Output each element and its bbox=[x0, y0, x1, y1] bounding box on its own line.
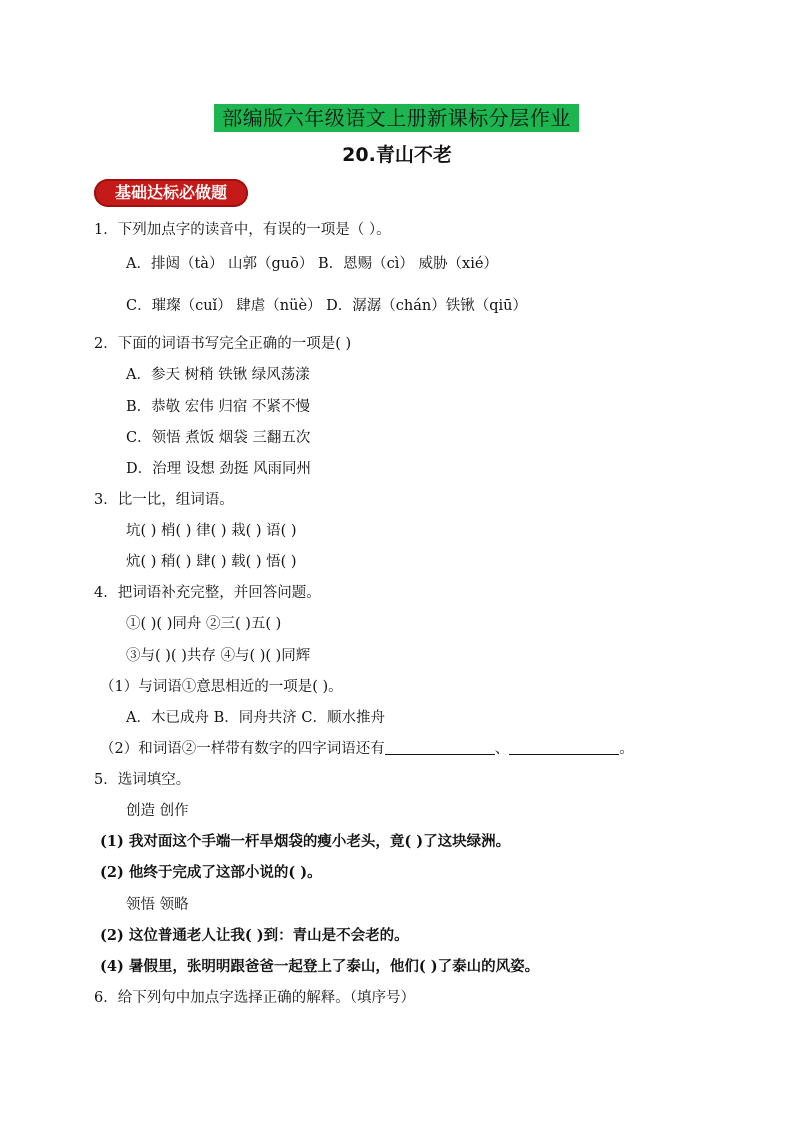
q1-options-cd: C．璀璨（cuǐ） 肆虐（nüè） D．潺潺（chán）铁锹（qiū） bbox=[126, 298, 527, 314]
q2-option-d: D．治理 设想 劲挺 风雨同州 bbox=[126, 461, 311, 477]
question-3: 3．比一比，组词语。 bbox=[94, 492, 234, 508]
q4-row-2: ③与( )( )共存 ④与( )( )同辉 bbox=[126, 648, 311, 664]
q4-row-1: ①( )( )同舟 ②三( )五( ) bbox=[126, 616, 282, 632]
q4-sub-2-end: 。 bbox=[619, 741, 634, 757]
answer-blank-2[interactable] bbox=[509, 754, 619, 755]
question-6: 6．给下列句中加点字选择正确的解释。（填序号） bbox=[94, 990, 415, 1006]
q2-option-c: C．领悟 煮饭 烟袋 三翻五次 bbox=[126, 430, 311, 446]
question-5: 5．选词填空。 bbox=[94, 772, 191, 788]
q2-option-b: B．恭敬 宏伟 归宿 不紧不慢 bbox=[126, 399, 310, 415]
q2-option-a: A．参天 树稍 铁锹 绿风荡漾 bbox=[126, 367, 310, 383]
q4-sub-1: （1）与词语①意思相近的一项是( )。 bbox=[100, 679, 343, 695]
q5-item-3: (2) 这位普通老人让我( )到：青山是不会老的。 bbox=[100, 927, 409, 944]
q1-options-ab: A．排闼（tà） 山郭（guō） B．恩赐（cì） 威胁（xié） bbox=[126, 256, 498, 272]
question-4: 4．把词语补充完整，并回答问题。 bbox=[94, 585, 321, 601]
q5-word-pair-1: 创造 创作 bbox=[126, 803, 189, 819]
q4-sub-2-text: （2）和词语②一样带有数字的四字词语还有 bbox=[100, 741, 385, 757]
q5-item-1: (1) 我对面这个手端一杆旱烟袋的瘦小老头，竟( )了这块绿洲。 bbox=[100, 833, 511, 850]
q3-row-1: 坑( ) 梢( ) 律( ) 栽( ) 语( ) bbox=[126, 523, 297, 539]
lesson-title: 20.青山不老 bbox=[342, 144, 452, 166]
q5-item-4: (4) 暑假里，张明明跟爸爸一起登上了泰山，他们( )了泰山的风姿。 bbox=[100, 958, 540, 975]
worksheet-banner: 部编版六年级语文上册新课标分层作业 bbox=[214, 104, 579, 132]
question-2: 2．下面的词语书写完全正确的一项是( ) bbox=[94, 336, 352, 352]
q4-sub-1-options: A．木已成舟 B．同舟共济 C．顺水推舟 bbox=[126, 710, 385, 726]
q5-word-pair-2: 领悟 领略 bbox=[126, 897, 189, 913]
q4-sub-2-separator: 、 bbox=[494, 741, 510, 757]
answer-blank-1[interactable] bbox=[385, 754, 495, 755]
q3-row-2: 炕( ) 稍( ) 肆( ) 载( ) 悟( ) bbox=[126, 554, 297, 570]
q5-item-2: (2) 他终于完成了这部小说的( )。 bbox=[100, 864, 322, 881]
question-1: 1．下列加点字的读音中，有误的一项是（ ）。 bbox=[94, 222, 391, 238]
section-badge: 基础达标必做题 bbox=[94, 179, 248, 207]
q4-sub-2 bbox=[100, 739, 634, 759]
